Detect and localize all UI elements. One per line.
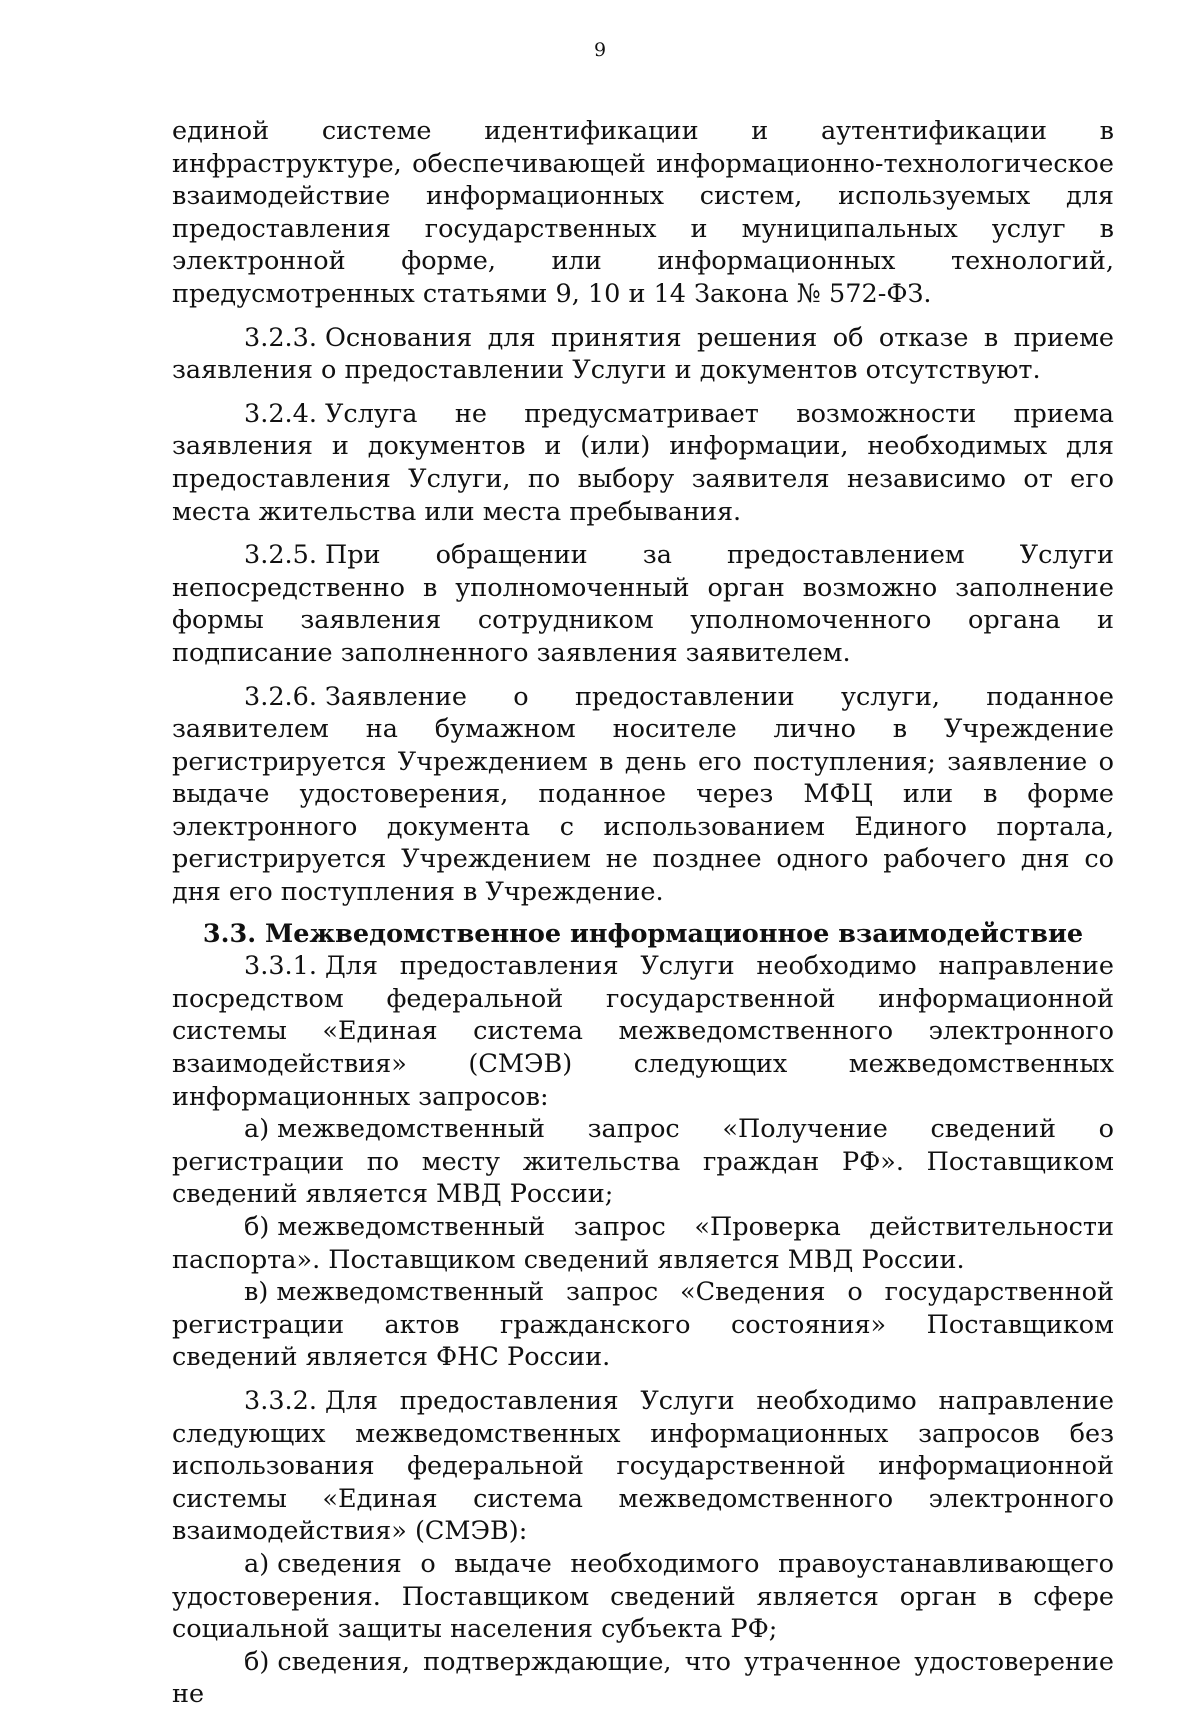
list-item-b <box>172 1211 1114 1276</box>
paragraph-3-2-6 <box>172 681 1114 909</box>
list-item-text: межведомственный запрос «Проверка действительности паспорта». Поставщиком сведений является МВД России. <box>172 1212 1114 1275</box>
list-marker: а) <box>244 1548 270 1579</box>
paragraph-text: Услуга не предусматривает возможности приема заявления и документов и (или) информации, необходимых для предоставления Услуги, по выбору заявителя независимо от его места жительства или места пребывания. <box>172 398 1114 527</box>
paragraph-text: Заявление о предоставлении услуги, поданное заявителем на бумажном носителе лично в Учреждение регистрируется Учреждением в день его поступления; заявление о выдаче удостоверения, поданное через МФЦ или в форме электронного документа с использованием Единого портала, регистрируется Учреждением не позднее одного рабочего дня со дня его поступления в Учреждение. <box>172 681 1114 908</box>
section-heading-3-3: 3.3. Межведомственное информационное взаимодействие <box>202 918 1084 949</box>
list-marker: б) <box>244 1646 270 1677</box>
list-item-b <box>172 1646 1114 1711</box>
page-number: 9 <box>593 39 607 61</box>
list-marker: а) <box>244 1114 270 1145</box>
list-item-text: сведения, подтверждающие, что утраченное удостоверение не <box>172 1646 1114 1710</box>
list-item-text: межведомственный запрос «Получение сведений о регистрации по месту жительства граждан РФ». Поставщиком сведений является МВД России; <box>172 1114 1114 1210</box>
paragraph-3-3-1 <box>172 950 1114 1113</box>
document-body <box>172 115 1114 1711</box>
paragraph-number: 3.2.5. <box>244 540 317 571</box>
list-marker: б) <box>244 1212 270 1242</box>
list-marker: в) <box>244 1277 269 1308</box>
paragraph-number: 3.3.1. <box>244 951 317 982</box>
paragraph-continuation: единой системе идентификации и аутентификации в инфраструктуре, обеспечивающей информационно-технологическое взаимодействие информационных систем, используемых для предоставления государственных и муниципальных услуг в электронной форме, или информационных технологий, предусмотренных статьями 9, 10 и 14 Закона № 572-ФЗ. <box>172 116 1114 309</box>
paragraph-3-2-3 <box>172 322 1114 387</box>
paragraph-number: 3.2.4. <box>244 398 317 429</box>
paragraph-text: Основания для принятия решения об отказе в приеме заявления о предоставлении Услуги и документов отсутствуют. <box>172 322 1114 386</box>
paragraph-text: При обращении за предоставлением Услуги непосредственно в уполномоченный орган возможно заполнение формы заявления сотрудником уполномоченного органа и подписание заполненного заявления заявителем. <box>172 540 1114 668</box>
paragraph-number: 3.2.6. <box>244 681 317 712</box>
list-item-a <box>172 1548 1114 1646</box>
list-item-v <box>172 1276 1114 1374</box>
paragraph-number: 3.3.2. <box>244 1385 317 1416</box>
list-item-text: сведения о выдаче необходимого правоустанавливающего удостоверения. Поставщиком сведений является орган в сфере социальной защиты населения субъекта РФ; <box>172 1548 1114 1645</box>
paragraph-text: Для предоставления Услуги необходимо направление посредством федеральной государственной информационной системы «Единая система межведомственного электронного взаимодействия» (СМЭВ) следующих межведомственных информационных запросов: <box>172 951 1114 1112</box>
list-item-text: межведомственный запрос «Сведения о государственной регистрации актов гражданского состояния» Поставщиком сведений является ФНС России. <box>172 1277 1114 1373</box>
paragraph-3-3-2 <box>172 1385 1114 1548</box>
paragraph-number: 3.2.3. <box>244 322 317 353</box>
paragraph-text: Для предоставления Услуги необходимо направление следующих межведомственных информационных запросов без использования федеральной государственной информационной системы «Единая система межведомственного электронного взаимодействия» (СМЭВ): <box>172 1385 1114 1547</box>
paragraph-3-2-4 <box>172 398 1114 528</box>
list-item-a <box>172 1113 1114 1211</box>
paragraph-3-2-5 <box>172 539 1114 669</box>
